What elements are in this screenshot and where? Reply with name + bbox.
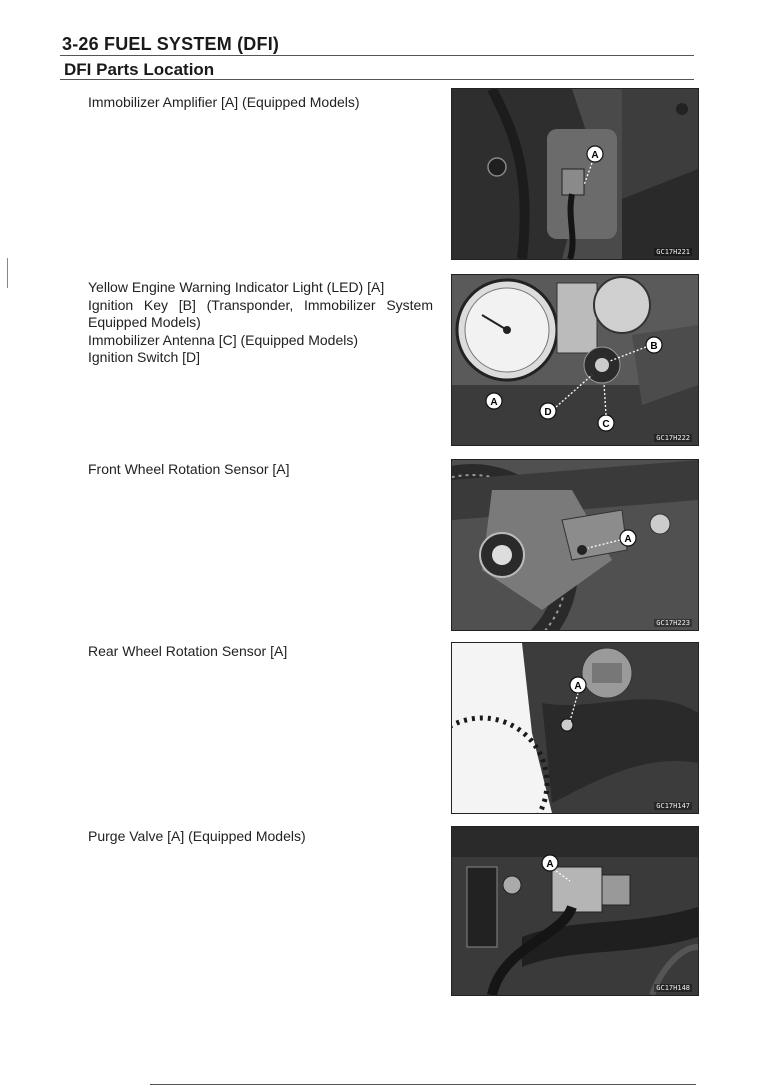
photo-code: GC17H147 <box>656 802 690 810</box>
callout-c: C <box>602 419 610 430</box>
callout-d: D <box>544 407 552 418</box>
caption-purge-valve <box>88 828 433 846</box>
callout-a: A <box>546 859 554 870</box>
callout-a: A <box>591 150 599 161</box>
photo-purge-valve <box>451 826 699 996</box>
photo-code: GC17H222 <box>656 434 690 442</box>
photo-rear-wheel-sensor <box>451 642 699 814</box>
caption-line: Purge Valve [A] (Equipped Models) <box>88 828 306 844</box>
caption-line: Ignition Key [B] (Transponder, Immobilizer System <box>88 296 433 313</box>
photo-ignition-group <box>451 274 699 446</box>
caption-line: Ignition Switch [D] <box>88 349 201 365</box>
caption-line: Immobilizer Amplifier [A] (Equipped Models) <box>88 94 360 110</box>
caption-line: Yellow Engine Warning Indicator Light (LED) [A] <box>88 279 385 295</box>
callout-b: B <box>650 341 658 352</box>
photo-code: GC17H223 <box>656 619 690 627</box>
callout-a: A <box>490 397 498 408</box>
margin-mark <box>7 258 8 288</box>
caption-line: Rear Wheel Rotation Sensor [A] <box>88 643 288 659</box>
caption-line: Immobilizer Antenna [C] (Equipped Models) <box>88 331 359 348</box>
caption-line: Equipped Models) <box>88 314 201 330</box>
callout-a: A <box>574 681 582 692</box>
page-header-title: 3-26 FUEL SYSTEM (DFI) <box>62 34 280 54</box>
caption-ignition-group <box>88 279 433 367</box>
caption-immobilizer-amplifier <box>88 94 433 112</box>
photo-front-wheel-sensor <box>451 459 699 631</box>
photo-code: GC17H221 <box>656 248 690 256</box>
photo-code: GC17H148 <box>656 984 690 992</box>
photo-immobilizer-amplifier <box>451 88 699 260</box>
callout-a: A <box>624 534 632 545</box>
header-rule <box>60 55 694 56</box>
caption-line: Front Wheel Rotation Sensor [A] <box>88 461 290 477</box>
caption-rear-wheel-sensor <box>88 643 433 661</box>
footer-rule <box>150 1084 696 1085</box>
section-rule <box>60 79 694 80</box>
caption-front-wheel-sensor <box>88 461 433 479</box>
section-title: DFI Parts Location <box>64 60 215 79</box>
